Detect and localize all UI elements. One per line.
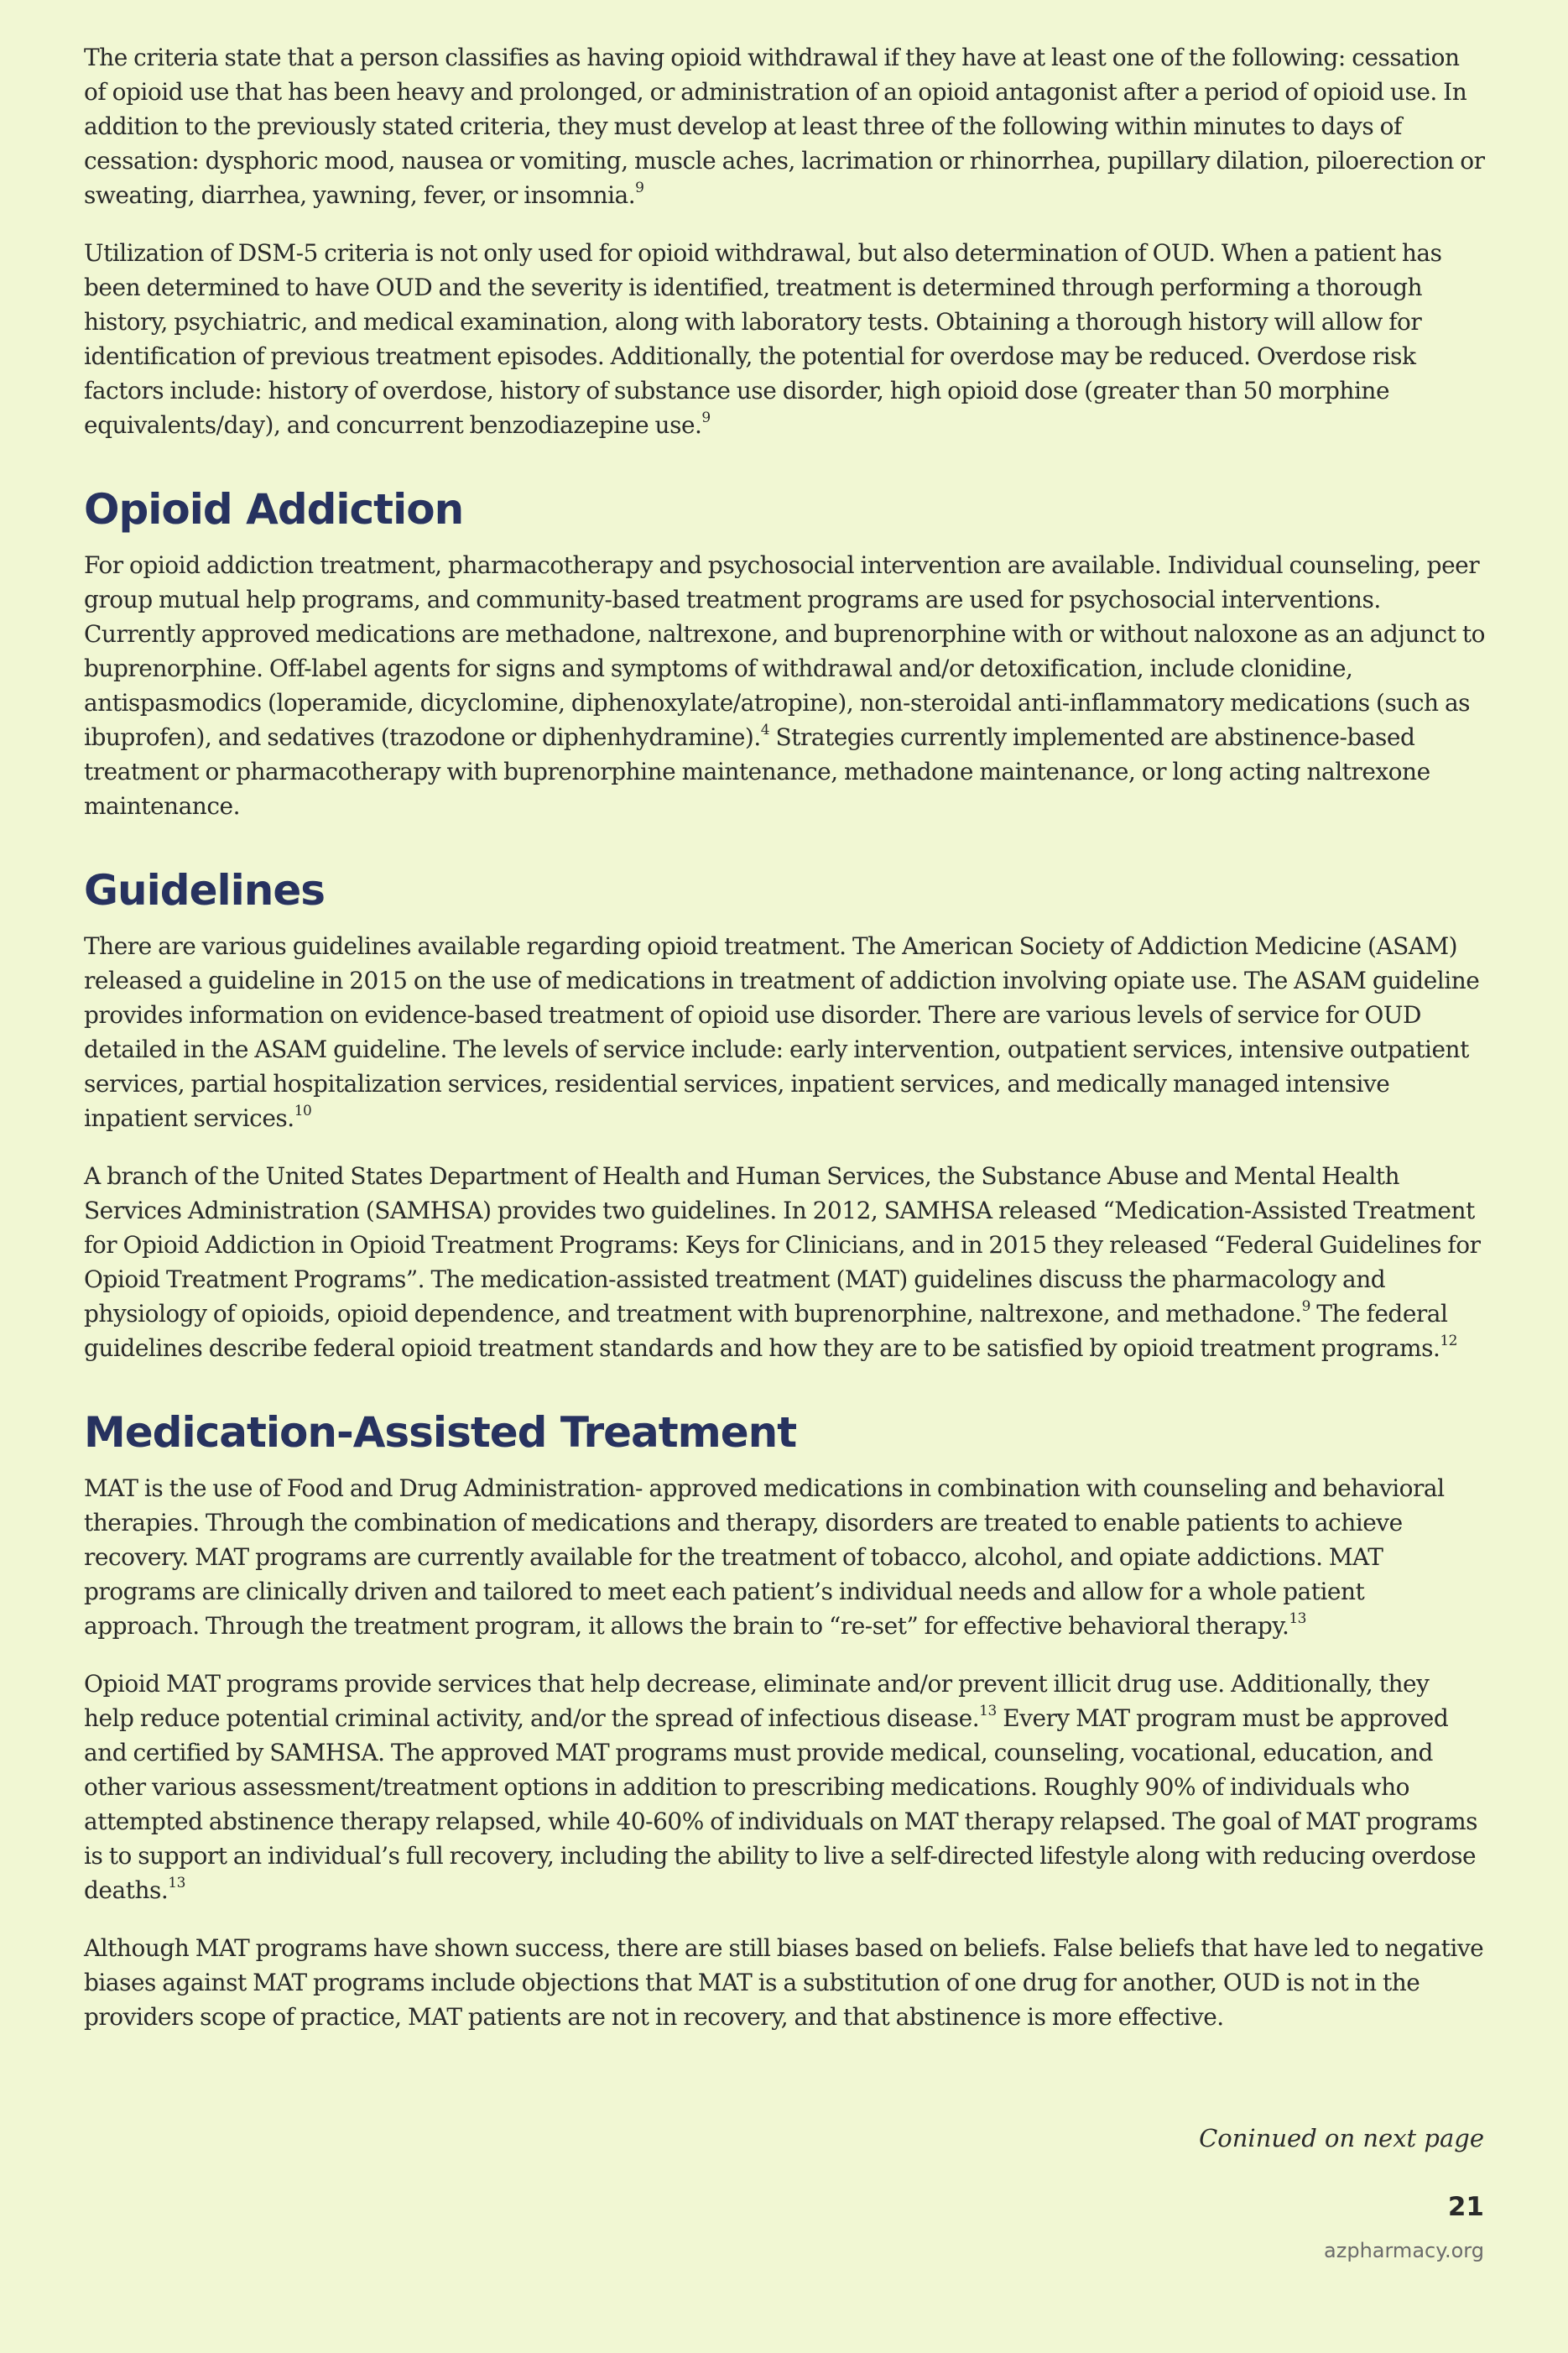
continued-notice: Coninued on next page — [1199, 2124, 1484, 2152]
paragraph-text: A branch of the United States Department of Health and Human Services, the Substance Abuse and Mental Health Services Administration (SAMHSA) provides two guidelines. In 2012, SAMHSA released “Medication-Assisted Treatment for Opioid Addiction in Opioid Treatment Programs: Keys for Clinicians, and in 2015 they released “Federal Guidelines for Opioid Treatment Programs”. The medication-assisted treatment (MAT) guidelines discuss the pharmacology and physiology of opioids, opioid dependence, and treatment with buprenorphine, naltrexone, and methadone. — [84, 1162, 1481, 1328]
paragraph-text: Utilization of DSM-5 criteria is not only used for opioid withdrawal, but also determination of OUD. When a patient has been determined to have OUD and the severity is identified, treatment is determined through performing a thorough history, psychiatric, and medical examination, along with laboratory tests. Obtaining a thorough history will allow for identification of previous treatment episodes. Additionally, the potential for overdose may be reduced. Overdose risk factors include: history of overdose, history of substance use disorder, high opioid dose (greater than 50 morphine equivalents/day), and concurrent benzodiazepine use. — [84, 239, 1442, 439]
paragraph-text: Although MAT programs have shown success, there are still biases based on beliefs. False beliefs that have led to negative biases against MAT programs include objections that MAT is a substitution of one drug for another, OUD is not in the providers scope of practice, MAT patients are not in recovery, and that abstinence is more effective. — [84, 1934, 1484, 2031]
paragraph-text: Strategies currently implemented are abstinence-based treatment or pharmacotherapy with buprenorphine maintenance, methadone maintenance, or long acting naltrexone maintenance. — [84, 723, 1430, 820]
paragraph-text: Opioid MAT programs provide services that help decrease, eliminate and/or prevent illicit drug use. Additionally, they help reduce potential criminal activity, and/or the spread of infectious disease. — [84, 1670, 1430, 1732]
paragraph-text: Every MAT program must be approved and certified by SAMHSA. The approved MAT programs must provide medical, counseling, vocational, education, and other various assessment/treatment options in addition to prescribing medications. Roughly 90% of individuals who attempted abstinence therapy relapsed, while 40-60% of individuals on MAT therapy relapsed. The goal of MAT programs is to support an individual’s full recovery, including the ability to live a self-directed lifestyle along with reducing overdose deaths. — [84, 1704, 1478, 1904]
citation-ref: 12 — [1440, 1333, 1457, 1349]
paragraph-asam-guideline — [84, 929, 1485, 1135]
citation-ref: 10 — [294, 1103, 312, 1119]
article-body — [84, 40, 1485, 2058]
heading-opioid-addiction: Opioid Addiction — [84, 485, 464, 534]
page-number: 21 — [1447, 2192, 1484, 2222]
paragraph-mat-definition — [84, 1471, 1485, 1643]
paragraph-text: MAT is the use of Food and Drug Administration- approved medications in combination with counseling and behavioral therapies. Through the combination of medications and therapy, disorders are treated to enable patients to achieve recovery. MAT programs are currently available for the treatment of tobacco, alcohol, and opiate addictions. MAT programs are clinically driven and tailored to meet each patient’s individual needs and allow for a whole patient approach. Through the treatment program, it allows the brain to “re-set” for effective behavioral therapy. — [84, 1474, 1445, 1640]
paragraph-text: There are various guidelines available regarding opioid treatment. The American Society of Addiction Medicine (ASAM) released a guideline in 2015 on the use of medications in treatment of addiction involving opiate use. The ASAM guideline provides information on evidence-based treatment of opioid use disorder. There are various levels of service for OUD detailed in the ASAM guideline. The levels of service include: early intervention, outpatient services, intensive outpatient services, partial hospitalization services, residential services, inpatient services, and medically managed intensive inpatient services. — [84, 932, 1480, 1132]
paragraph-text: The federal guidelines describe federal opioid treatment standards and how they are to be satisfied by opioid treatment programs. — [84, 1300, 1448, 1362]
citation-ref: 9 — [701, 410, 711, 426]
citation-ref: 13 — [979, 1703, 997, 1719]
paragraph-opioid-addiction-treatment — [84, 548, 1485, 823]
citation-ref: 4 — [760, 722, 770, 738]
citation-ref: 13 — [1289, 1610, 1306, 1627]
paragraph-withdrawal-criteria — [84, 40, 1485, 212]
paragraph-text: For opioid addiction treatment, pharmacotherapy and psychosocial intervention are available. Individual counseling, peer group mutual help programs, and community-based treatment programs are used for psychosocial interventions. Currently approved medications are methadone, naltrexone, and buprenorphine with or without naloxone as an adjunct to buprenorphine. Off-label agents for signs and symptoms of withdrawal and/or detoxification, include clonidine, antispasmodics (loperamide, dicyclomine, diphenoxylate/atropine), non-steroidal anti-inflammatory medications (such as ibuprofen), and sedatives (trazodone or diphenhydramine). — [84, 551, 1485, 751]
citation-ref: 13 — [168, 1875, 185, 1891]
heading-guidelines: Guidelines — [84, 866, 326, 915]
paragraph-dsm5-utilization — [84, 236, 1485, 442]
paragraph-samhsa-guidelines — [84, 1159, 1485, 1365]
paragraph-mat-biases — [84, 1931, 1485, 2034]
citation-ref: 9 — [635, 180, 644, 196]
paragraph-text: The criteria state that a person classifies as having opioid withdrawal if they have at least one of the following: cessation of opioid use that has been heavy and prolonged, or administration of an opioid antagonist after a period of opioid use. In addition to the previously stated criteria, they must develop at least three of the following within minutes to days of cessation: dysphoric mood, nausea or vomiting, muscle aches, lacrimation or rhinorrhea, pupillary dilation, piloerection or sweating, diarrhea, yawning, fever, or insomnia. — [84, 44, 1485, 209]
citation-ref: 9 — [1301, 1298, 1310, 1315]
heading-medication-assisted-treatment: Medication-Assisted Treatment — [84, 1408, 797, 1457]
site-url: azpharmacy.org — [1324, 2239, 1484, 2262]
paragraph-opioid-mat-programs — [84, 1667, 1485, 1907]
